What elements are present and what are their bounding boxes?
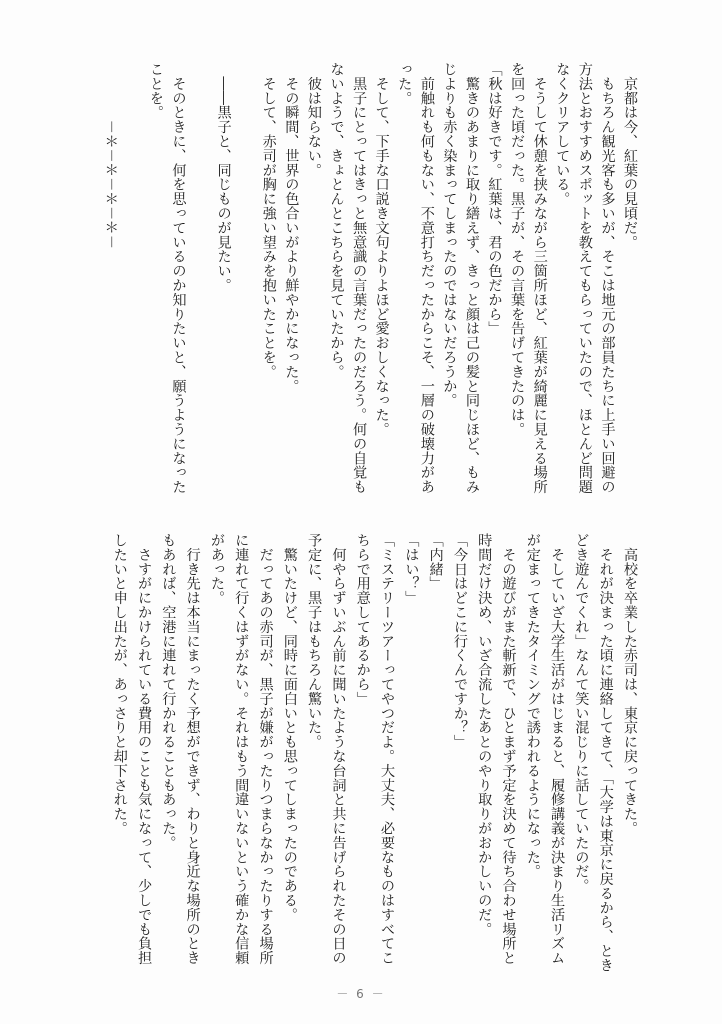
text-line: 時間だけ決め、いざ合流したあとのやり取りがおかしいのだ。 (476, 533, 493, 937)
text-line: 方法とおすすめスポットを教えてもらっていたので、ほとんど問題 (576, 62, 593, 494)
text-line (190, 62, 213, 502)
text-line: 驚きのあまりに取り繕えず、きっと顔は己の髪と同じほど、もみ (463, 62, 480, 494)
text-line: その瞬間、世界の色合いがより鮮やかになった。 (283, 62, 300, 394)
text-line (236, 62, 259, 502)
text-line: が定まってきたタイミングで誘われるようになった。 (524, 533, 541, 879)
text-line: そして、下手な口説き文句よりよほど愛おしくなった。 (373, 62, 390, 437)
text-line: った。 (396, 62, 413, 106)
text-line: 「はい？」 (403, 533, 420, 605)
text-line: 「今日はどこに行くんですか？」 (451, 533, 468, 749)
text-line: そうして休憩を挟みながら三箇所ほど、紅葉が綺麗に見える場所 (531, 62, 548, 494)
text-line: そして、赤司が胸に強い望みを抱いたことを。 (260, 62, 277, 379)
text-line: －＊－＊－＊－＊－ (102, 62, 119, 250)
text-line: どき遊んでくれ」なんて笑い混じりに話していたのだ。 (573, 533, 590, 893)
upper-text-block (100, 62, 642, 502)
text-line: 前触れも何もない、不意打ちだったからこそ、一層の破壊力があ (418, 62, 435, 494)
text-line: ないようで、きょとんとこちらを見ていたから。 (328, 62, 345, 379)
text-line: 予定に、黒子はもちろん驚いた。 (306, 533, 323, 749)
text-line: その遊びがまた斬新で、ひとまず予定を決めて待ち合わせ場所と (500, 533, 517, 965)
text-line: 行き先は本当にまったく予想ができず、わりと身近な場所のとき (184, 533, 201, 965)
text-line: 黒子にとってはきっと無意識の言葉だったのだろう。何の自覚も (351, 62, 368, 494)
text-line: に連れて行くはずがない。それはもう間違いないという確かな信頼 (233, 533, 250, 965)
text-line: 何やらずいぶん前に聞いたような台詞と共に告げられたその日の (330, 533, 347, 965)
lower-text-block (100, 533, 642, 973)
text-line: 「ミステリーツアーってやつだよ。大丈夫、必要なものはすべてこ (379, 533, 396, 965)
text-line: を回った頃だった。黒子が、その言葉を告げてきたのは。 (509, 62, 526, 437)
text-line: それが決まった頃に連絡してきて、「大学は東京に戻るから、とき (597, 533, 614, 973)
text-line: ちらで用意してあるから」 (354, 533, 371, 706)
text-line: さすがにかけられている費用のことも気になって、少しでも負担 (136, 533, 153, 965)
text-line: 高校を卒業した赤司は、東京に戻ってきた。 (622, 533, 638, 836)
text-line: そのときに、何を思っているのか知りたいと、願うようになった (170, 62, 187, 494)
text-line: なくクリアしている。 (554, 62, 571, 206)
text-line: ――黒子と、同じものが見たい。 (215, 62, 232, 293)
text-line: もあれば、空港に連れて行かれることもあった。 (160, 533, 177, 850)
text-line: 彼は知らない。 (305, 62, 322, 178)
text-line: もちろん観光客も多いが、そこは地元の部員たちに上手い回避の (599, 62, 616, 494)
text-line: 「秋は好きです。紅葉は、君の色だから」 (486, 62, 503, 336)
text-line: じよりも赤く染まってしまったのではないだろうか。 (441, 62, 458, 408)
text-line: ことを。 (147, 62, 164, 120)
text-line: 驚いたけど、同時に面白いとも思ってしまったのである。 (281, 533, 298, 922)
text-line: 京都は今、紅葉の見頃だ。 (622, 62, 638, 250)
text-line: したいと申し出たが、あっさりと却下された。 (111, 533, 128, 836)
text-line: そしていざ大学生活がはじまると、履修講義が決まり生活リズム (549, 533, 566, 965)
text-line: 「内緒」 (427, 533, 444, 591)
text-line (123, 62, 146, 502)
text-line: だってあの赤司が、黒子が嫌がったりつまらなかったりする場所 (257, 533, 274, 965)
page-number: － 6 － (336, 987, 386, 1001)
text-line: があった。 (208, 533, 225, 605)
